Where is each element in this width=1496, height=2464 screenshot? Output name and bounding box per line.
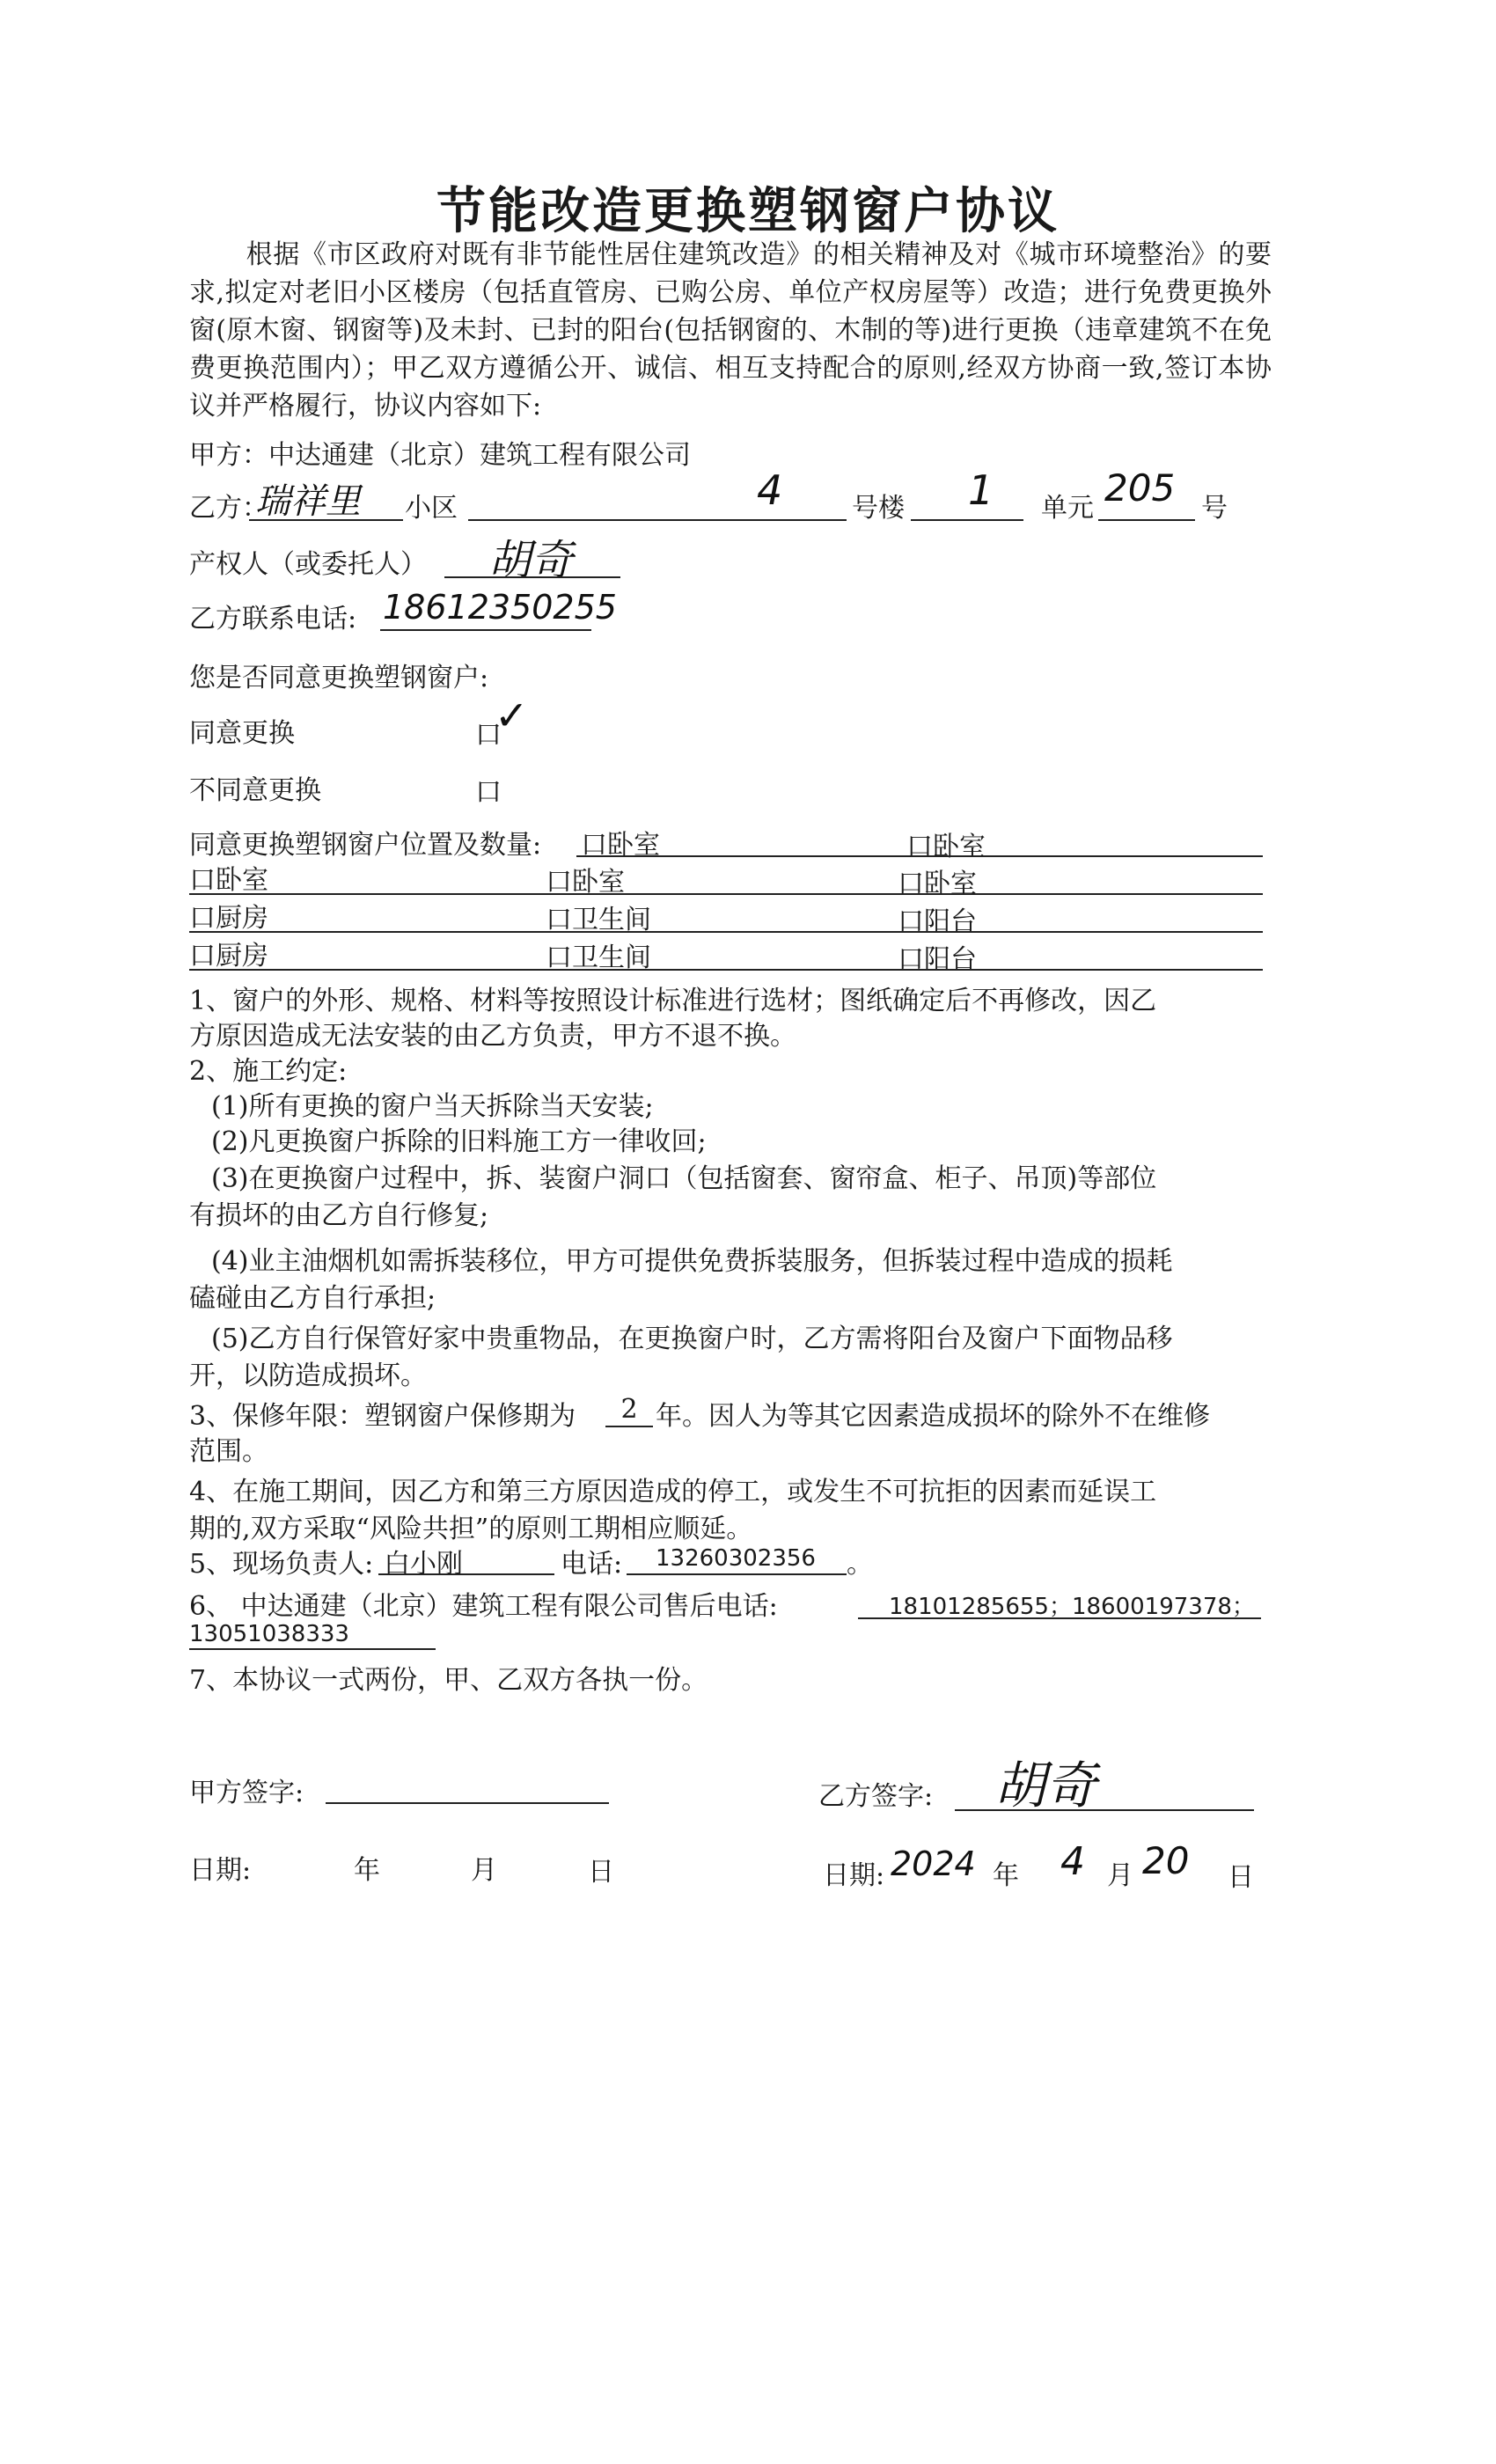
clause-1-line-1: 1、窗户的外形、规格、材料等按照设计标准进行选材；图纸确定后不再修改，因乙 [189,986,1157,1016]
windows-r3-c1: 口厨房 [189,941,268,972]
phone-value: 18612350255 [383,588,617,627]
unit-label: 单元 [1041,493,1094,524]
clause-1-line-2: 方原因造成无法安装的由乙方负责，甲方不退不换。 [189,1021,796,1052]
community-suffix: 小区 [405,493,458,524]
after-sales-phone-3: 13051038333 [189,1621,349,1647]
owner-signature: 胡奇 [488,536,574,585]
party-b-date-label: 日期: [823,1860,885,1891]
windows-r2-c1: 口厨房 [189,903,268,934]
party-b-sign-line [955,1809,1254,1811]
room-number: 205 [1104,466,1176,510]
party-b-day: 日 [1228,1862,1254,1893]
clause-2-4-line-2: 磕碰由乙方自行承担; [189,1283,436,1314]
site-phone: 13260302356 [656,1545,816,1572]
party-a-sign-label: 甲方签字: [189,1778,304,1808]
party-a-sign-line [326,1802,609,1804]
party-b-label: 乙方： [189,493,268,524]
party-b-month-value: 4 [1060,1839,1085,1884]
clause-2-1: (1)所有更换的窗户当天拆除当天安装; [211,1091,654,1122]
building-label: 号楼 [852,493,905,524]
windows-r3-c3: 口阳台 [898,944,977,975]
clause-2-4-line-1: (4)业主油烟机如需拆装移位，甲方可提供免费拆装服务，但拆装过程中造成的损耗 [211,1246,1173,1277]
party-a-year: 年 [354,1855,380,1886]
windows-r2-c2: 口卫生间 [546,905,651,935]
party-a-date-label: 日期: [189,1855,252,1886]
clause-4-line-2: 期的,双方采取“风险共担”的原则工期相应顺延。 [189,1514,753,1544]
phone-label: 乙方联系电话: [189,604,357,634]
after-sales-underline-1 [858,1617,1261,1619]
community-handwritten: 瑞祥里 [255,481,361,522]
clause-5-label: 5、现场负责人: [189,1549,374,1580]
clause-5-end: 。 [847,1549,873,1580]
disagree-checkbox: 口 [475,777,502,808]
clause-3-pre: 3、保修年限：塑钢窗户保修期为 [189,1401,576,1432]
clause-2: 2、施工约定: [189,1056,348,1087]
windows-heading: 同意更换塑钢窗户位置及数量: [189,830,542,861]
after-sales-underline-2 [189,1648,436,1650]
consent-question: 您是否同意更换塑钢窗户: [189,663,489,693]
agree-check-mark: ✓ [495,692,529,739]
windows-head-cell-2: 口卧室 [906,832,986,862]
party-b-month: 月 [1107,1860,1133,1891]
party-b-sign-label: 乙方签字: [818,1781,934,1812]
document-title: 节能改造更换塑钢窗户协议 [436,182,1060,240]
windows-r1-c3: 口卧室 [898,869,977,899]
windows-line-1 [189,893,1263,895]
windows-r1-c1: 口卧室 [189,865,268,896]
owner-underline [444,576,620,578]
site-manager-name: 白小刚 [384,1549,463,1580]
room-label: 号 [1201,493,1228,524]
phone-underline [380,629,591,631]
clause-2-3-line-2: 有损坏的由乙方自行修复; [189,1200,489,1231]
clause-2-5-line-1: (5)乙方自行保管好家中贵重物品，在更换窗户时，乙方需将阳台及窗户下面物品移 [211,1324,1173,1354]
party-b-year-value: 2024 [891,1844,976,1883]
clause-2-5-line-2: 开，以防造成损坏。 [189,1360,427,1391]
site-manager-underline [378,1573,554,1575]
agree-checkbox: 口 [475,720,502,751]
intro-paragraph [189,236,1272,425]
windows-line-3 [189,969,1263,971]
warranty-years: 2 [620,1394,638,1425]
clause-4-line-1: 4、在施工期间，因乙方和第三方原因造成的停工，或发生不可抗拒的因素而延误工 [189,1477,1157,1507]
building-number: 4 [757,466,783,514]
party-a-day: 日 [588,1857,614,1888]
community-underline [249,519,403,521]
party-a-month: 月 [471,1855,497,1886]
windows-r1-c2: 口卧室 [546,867,625,898]
clause-6-label: 6、 中达通建（北京）建筑工程有限公司售后电话: [189,1591,778,1622]
party-b-signature: 胡奇 [994,1756,1097,1815]
warranty-underline [605,1426,653,1427]
windows-head-cell-1: 口卧室 [581,830,660,861]
unit-underline [911,519,1023,521]
room-underline [1098,519,1195,521]
party-b-day-value: 20 [1142,1839,1190,1882]
clause-3-line-2: 范围。 [189,1436,268,1467]
windows-line-0 [576,855,1263,857]
building-underline [468,519,847,521]
party-b-year: 年 [993,1860,1019,1891]
after-sales-phones: 18101285655；18600197378； [889,1594,1255,1620]
clause-7: 7、本协议一式两份，甲、乙双方各执一份。 [189,1665,708,1696]
agree-option: 同意更换 [189,718,295,749]
clause-2-2: (2)凡更换窗户拆除的旧料施工方一律收回; [211,1126,707,1157]
clause-2-3-line-1: (3)在更换窗户过程中，拆、装窗户洞口（包括窗套、窗帘盒、柜子、吊顶)等部位 [211,1163,1157,1194]
clause-3-post: 年。因人为等其它因素造成损坏的除外不在维修 [656,1401,1210,1432]
windows-r3-c2: 口卫生间 [546,942,651,973]
windows-r2-c3: 口阳台 [898,906,977,937]
owner-label: 产权人（或委托人） [189,549,427,580]
unit-number: 1 [968,466,994,514]
intro-text: 根据《市区政府对既有非节能性居住建筑改造》的相关精神及对《城市环境整治》的要求,拟定对老旧小区楼房（包括直管房、已购公房、单位产权房屋等）改造；进行免费更换外窗(原木窗、钢窗等)及未封、已封的阳台(包括钢窗的、木制的等)进行更换（违章建筑不在免费更换范围内）；甲乙双方遵循公开、诚信、相互支持配合的原则,经双方协商一致,签订本协议并严格履行，协议内容如下: [189,239,1272,422]
site-phone-label: 电话: [561,1549,623,1580]
disagree-option: 不同意更换 [189,775,321,806]
windows-line-2 [189,931,1263,933]
site-phone-underline-bar [627,1573,847,1575]
party-a: 甲方：中达通建（北京）建筑工程有限公司 [189,440,691,471]
